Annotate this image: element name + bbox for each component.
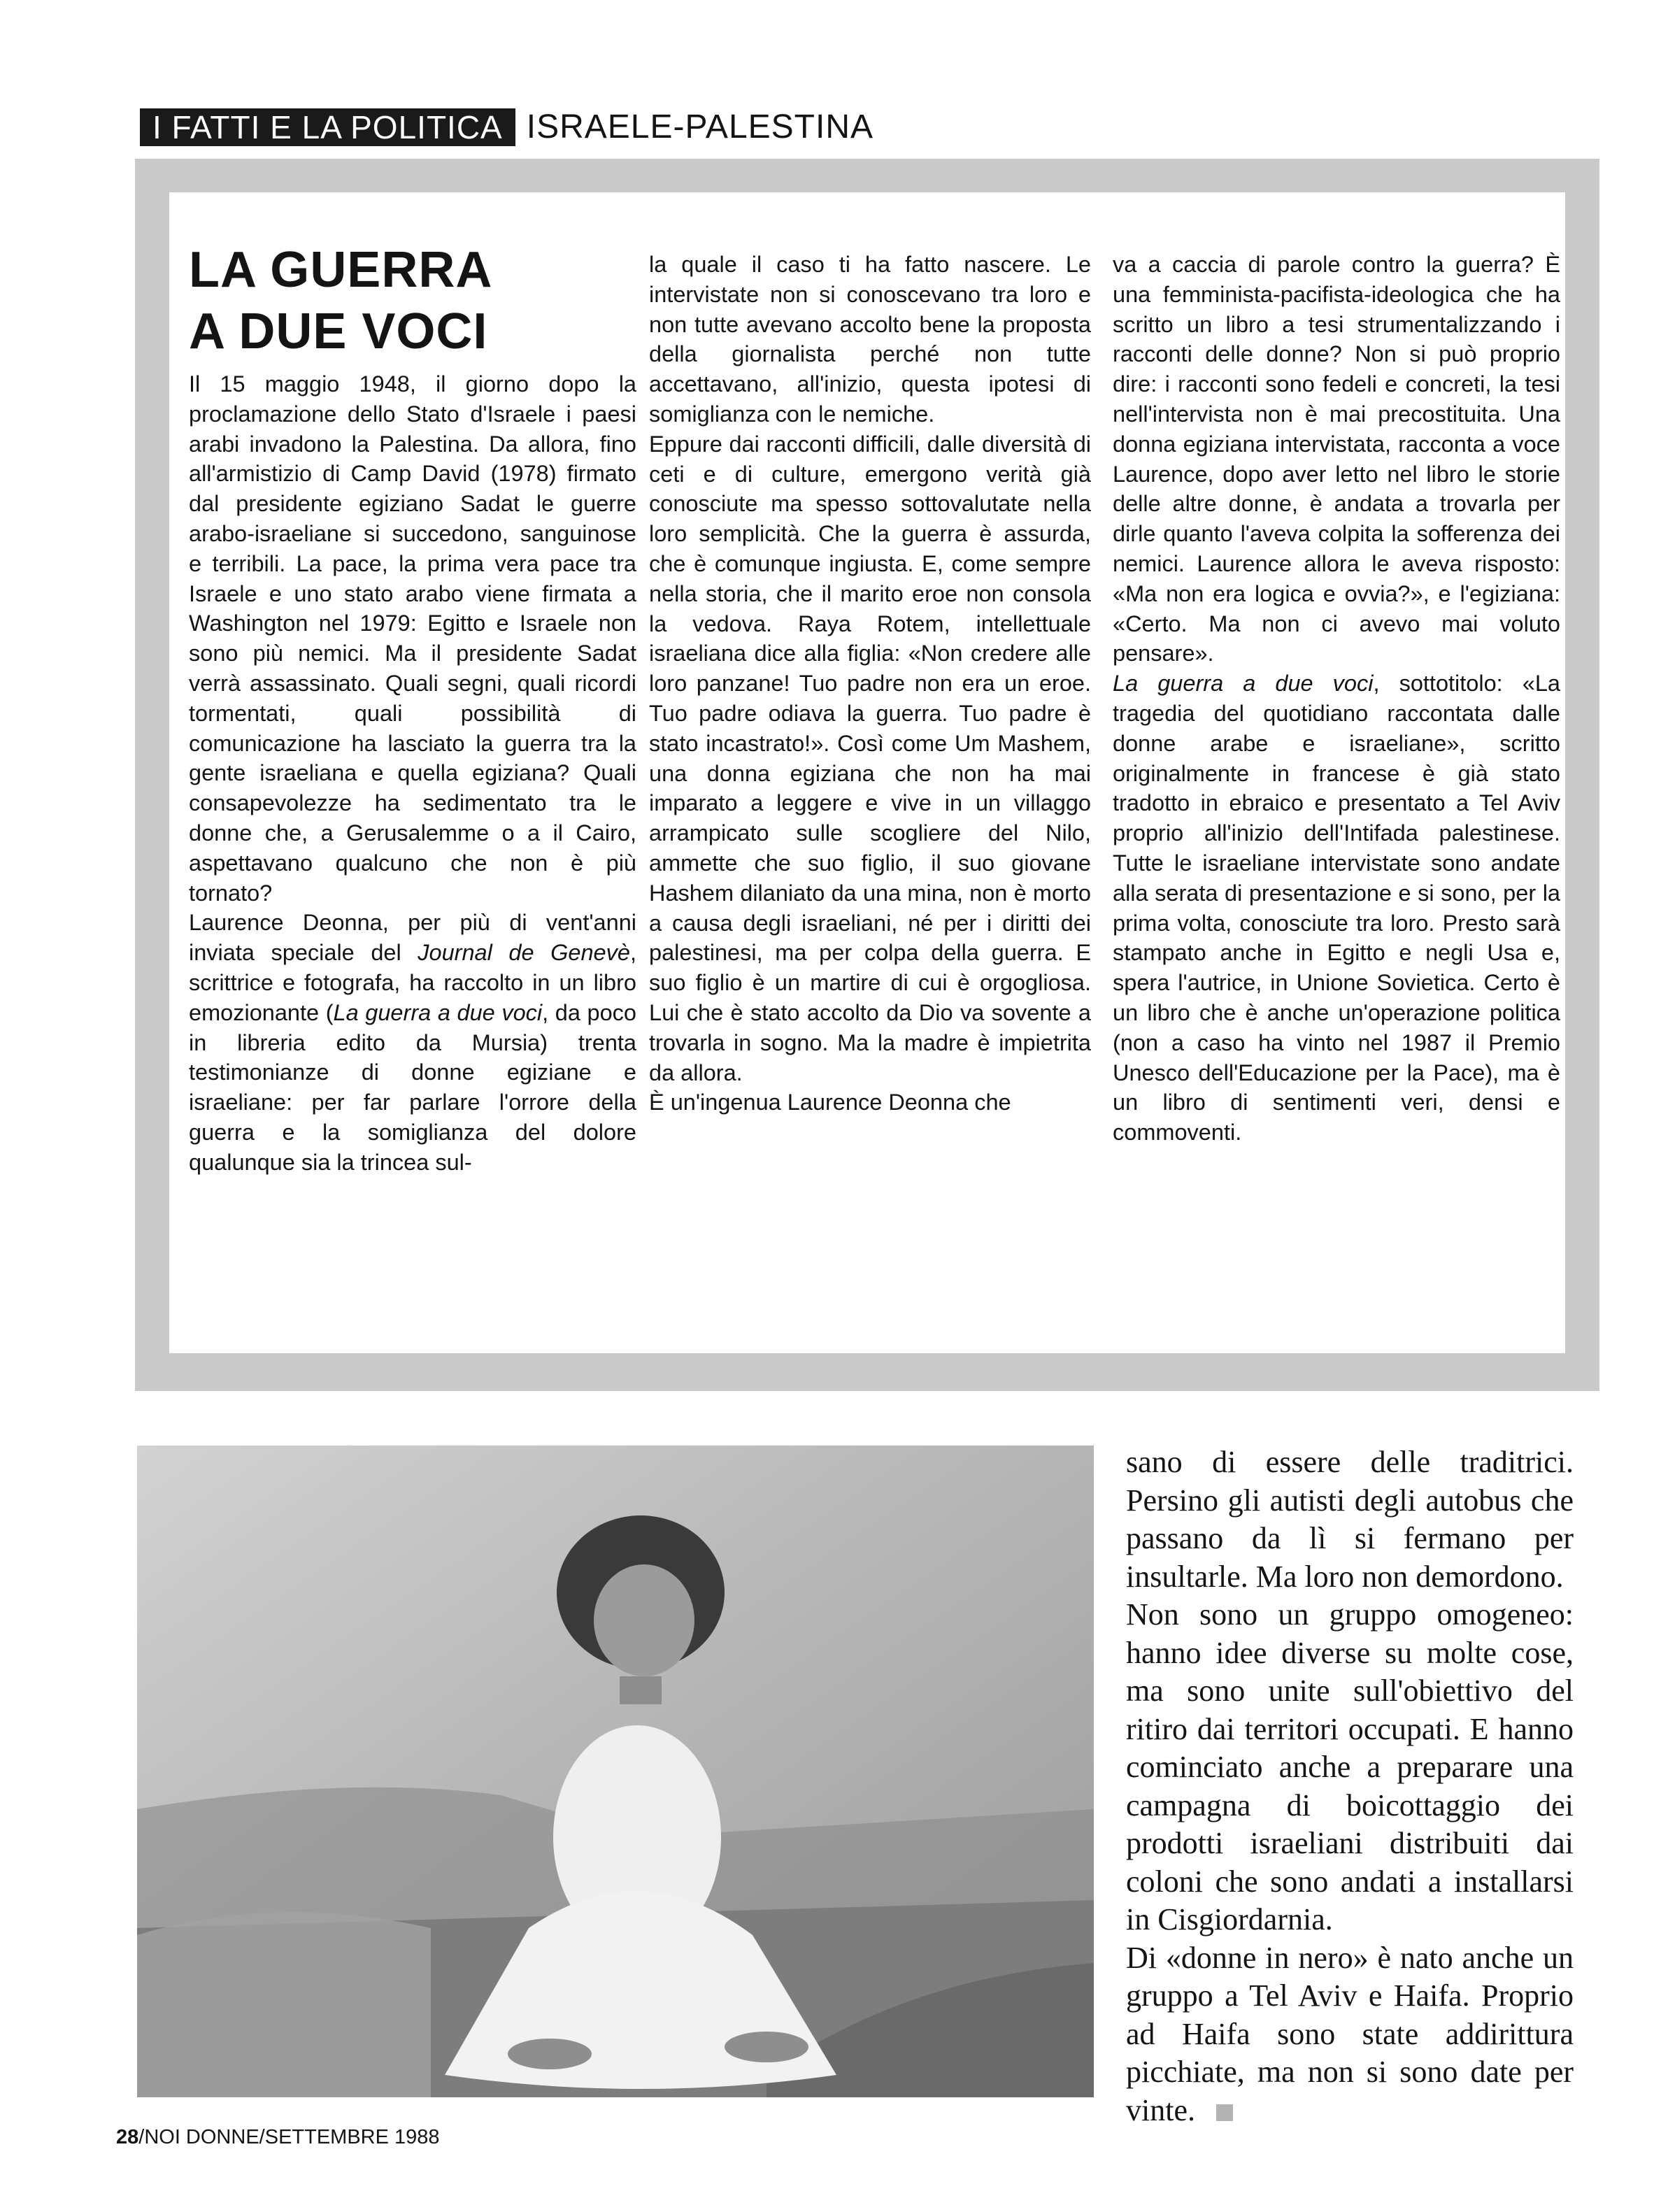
text-run: Laurence Deonna, per più di vent'anni inviata speciale del (189, 910, 636, 966)
headline-line-2: A DUE VOCI (189, 304, 488, 359)
text-run: , sottotitolo: «La tragedia del quotidiano raccontata dalle donne arabe e israeliane», scritto originalmente in francese è già stato tradotto in ebraico e presentato a Tel Aviv proprio all'inizio dell'Intifada palestinese. Tutte le israeliane intervistate sono andate alla serata di presentazione e si sono, per la prima volta, conosciute tra loro. Presto sarà stampato anche in Egitto e negli Usa e, spera l'autrice, in Unione Sovietica. Certo è un libro che è anche un'operazione politica (non a caso ha vinto nel 1987 il Premio Unesco dell'Educazione per la Pace), ma è un libro di sentimenti veri, densi e commoventi. (1113, 671, 1560, 1146)
article-column-3 (1113, 250, 1560, 1148)
paragraph: È un'ingenua Laurence Deonna che (649, 1090, 1011, 1115)
paragraph: sano di essere delle traditrici. Persino gli autisti degli autobus che passano da lì si fermano per insultarle. Ma loro non demordono. (1126, 1445, 1574, 1594)
headline-line-1: LA GUERRA (189, 242, 493, 298)
article-headline (189, 239, 580, 362)
paragraph (1113, 669, 1560, 1148)
paragraph: Eppure dai racconti difficili, dalle diversità di ceti e di culture, emergono verità già conosciute ma spesso sottovalutate nella loro semplicità. Che la guerra è assurda, che è comunque ingiusta. E, come sempre nella storia, che il marito eroe non consola la vedova. Raya Rotem, intellettuale israeliana dice alla figlia: «Non credere alle loro panzane! Tuo padre non era un eroe. Tuo padre odiava la guerra. Tuo padre è stato incastrato!». Così come Um Mashem, una donna egiziana che non ha mai imparato a leggere e vive in un villaggo arrampicato sulle scogliere del Nilo, ammette che suo figlio, il suo giovane Hashem dilaniato da una mina, non è morto a causa degli israeliani, né per i diritti dei palestinesi, ma per colpa della guerra. E suo figlio è un martire di cui è orgogliosa. Lui che è stato accolto da Dio va sovente a trovarla in sogno. Ma la madre è impietrita da allora. (649, 431, 1091, 1085)
book-title: La guerra a due voci (333, 999, 543, 1025)
photo-illustration (137, 1446, 1094, 2097)
paragraph: Il 15 maggio 1948, il giorno dopo la proclamazione dello Stato d'Israele i paesi arabi invadono la Palestina. Da allora, fino all'armistizio di Camp David (1978) firmato dal presidente egiziano Sadat le guerre arabo-israeliane si succedono, sanguinose e terribili. La pace, la prima vera pace tra Israele e uno stato arabo viene firmata a Washington nel 1979: Egitto e Israele non sono più nemici. Ma il presidente Sadat verrà assassinato. Quali segni, quali ricordi tormentati, quali possibilità di comunicazione ha lasciato la guerra tra la gente israeliana e quella egiziana? Quali consapevolezze ha sedimentato tra le donne che, a Gerusalemme o a il Cairo, aspettavano qualcuno che non è più tornato? (189, 371, 636, 906)
article-column-2 (649, 250, 1091, 1118)
paragraph (189, 908, 636, 1177)
page-number: 28 (116, 2126, 139, 2148)
photo-girl (137, 1446, 1094, 2097)
end-square-icon (1216, 2104, 1233, 2121)
paragraph: la quale il caso ti ha fatto nascere. Le intervistate non si conoscevano tra loro e non tutte avevano accolto bene la proposta della giornalista perché non tutte accettavano, all'inizio, questa ipotesi di somiglianza con le nemiche. (649, 252, 1091, 427)
journal-title: Journal de Genevè (418, 940, 630, 966)
text-run: , scrittrice e fotografa, ha raccolto in un libro emozionante ( (189, 940, 636, 1025)
paragraph (1126, 1939, 1574, 2130)
paragraph: va a caccia di parole contro la guerra? È una femminista-pacifista-ideologica che ha scritto un libro a tesi strumentalizzando i racconti delle donne? Non si può proprio dire: i racconti sono fedeli e concreti, la tesi nell'intervista non è mai precostituita. Una donna egiziana intervistata, racconta a voce Laurence, dopo aver letto nel libro le storie delle altre donne, è andata a trovarla per dirle quanto l'aveva colpita la sofferenza dei nemici. Laurence allora le aveva risposto: «Ma non era logica e ovvia?», e l'egiziana: «Certo. Ma non ci avevo mai voluto pensare». (1113, 252, 1560, 666)
text-run: , da poco in libreria edito da Mursia) trenta testimonianze di donne egiziane e israeliane: per far parlare l'orrore della guerra e la somiglianza del dolore qualunque sia la trincea sul- (189, 999, 637, 1175)
text-run: Di «donne in nero» è nato anche un gruppo a Tel Aviv e Haifa. Proprio ad Haifa sono state addirittura picchiate, ma non si sono date per vinte. (1126, 1940, 1574, 2127)
page-header (140, 105, 874, 150)
section-title: ISRAELE-PALESTINA (526, 108, 874, 145)
article-column-1 (189, 369, 636, 1178)
continuation-column (1126, 1443, 1574, 2129)
rubric-label: I FATTI E LA POLITICA (140, 108, 515, 146)
page-footer (116, 2126, 440, 2149)
paragraph: Non sono un gruppo omogeneo: hanno idee diverse su molte cose, ma sono unite sull'obiettivo del ritiro dai territori occupati. E hanno cominciato anche a preparare una campagna di boicottaggio dei prodotti israeliani distribuiti dai coloni che sono andati a installarsi in Cisgiordarnia. (1126, 1597, 1574, 1936)
book-title: La guerra a due voci (1113, 671, 1374, 697)
publication-line: /NOI DONNE/SETTEMBRE 1988 (138, 2126, 440, 2148)
